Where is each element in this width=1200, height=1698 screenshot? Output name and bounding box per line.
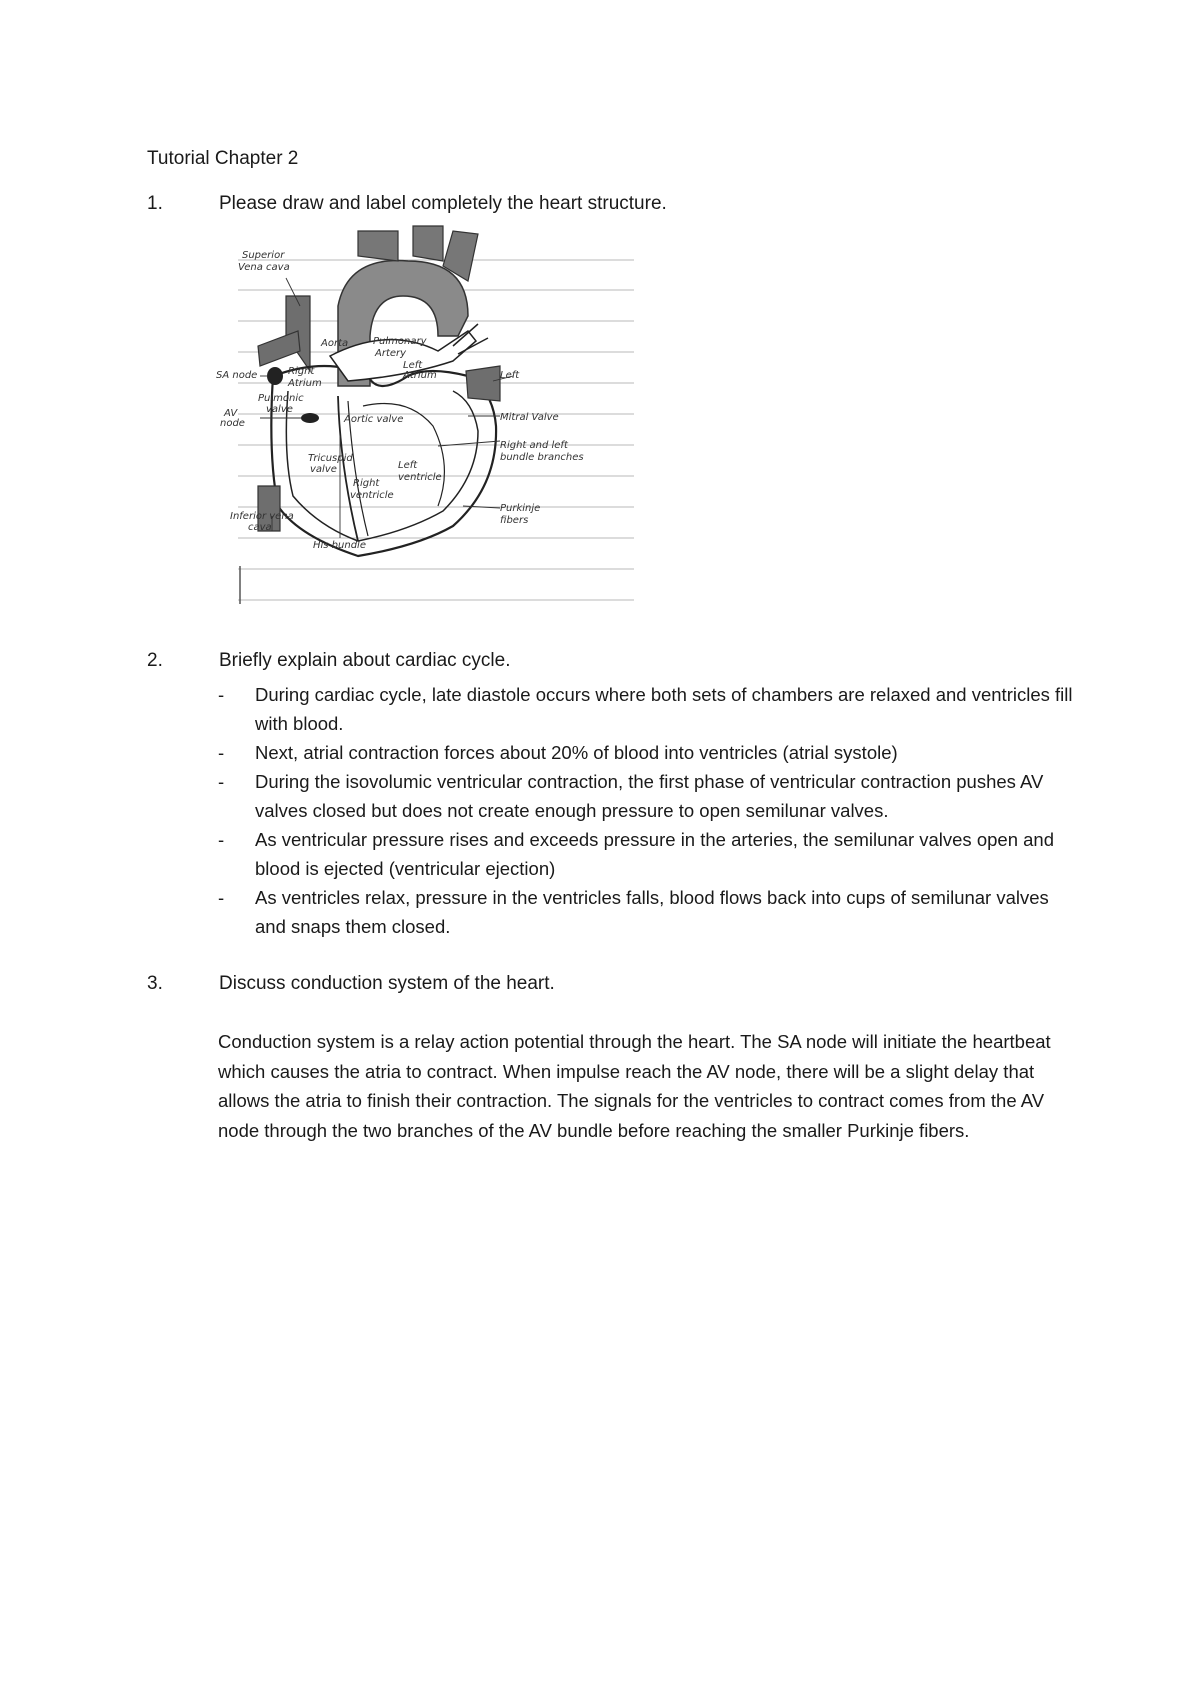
label-pulmonary: Pulmonary [373,336,427,347]
label-left-atrium: Left [403,360,423,371]
label-inferior-vena: Inferior vena [230,511,294,522]
list-item [218,738,1078,767]
label-atrium: Atrium [288,378,322,389]
cardiac-cycle-list [218,680,1078,941]
document-title: Tutorial Chapter 2 [147,148,299,169]
question-text: Please draw and label completely the heart structure. [219,193,667,214]
label-av-node: node [220,418,245,429]
label-left-atrium-2: Atrium [403,370,437,381]
heart-drawing [216,226,638,604]
label-mitral-valve: Mitral Valve [500,412,559,423]
label-left: Left [500,370,520,381]
label-purkinje: Purkinje [500,503,541,514]
list-item-text: As ventricles relax, pressure in the ventricles falls, blood flows back into cups of semilunar valves and snaps them closed. [255,887,1049,937]
label-sa-node: SA node [216,370,258,381]
label-av: AV [224,408,238,419]
list-dash: - [218,684,225,705]
label-tricuspid: Tricuspid [308,453,353,464]
question-2 [147,650,1067,672]
question-number: 3. [147,973,163,994]
list-item [218,825,1078,883]
question-3 [147,973,1067,995]
label-pulmonic: Pulmonic [258,393,304,404]
label-left-ventricle: Left [398,460,418,471]
label-superior: Superior [242,250,285,261]
question-text: Discuss conduction system of the heart. [219,973,555,994]
list-item [218,767,1078,825]
list-item-text: As ventricular pressure rises and exceeds pressure in the arteries, the semilunar valves open and blood is ejected (ventricular ejection) [255,829,1054,879]
sa-node-shape [267,367,283,385]
list-item [218,883,1078,941]
label-aorta: Aorta [321,338,349,349]
conduction-answer: Conduction system is a relay action potential through the heart. The SA node will initiate the heartbeat which causes the atria to contract. When impulse reach the AV node, there will be a slight delay that allows the atria to finish their contraction. The signals for the ventricles to contract comes from the AV node through the two branches of the AV bundle before reaching the smaller Purkinje fibers. [218,1031,1051,1141]
label-right: Right [288,366,315,377]
label-pulmonic-valve: valve [266,404,293,415]
label-left-ventricle-2: ventricle [398,472,442,483]
av-node-shape [301,413,319,423]
heart-outline [271,366,496,556]
label-aortic-valve: Aortic valve [344,414,404,425]
question-number: 2. [147,650,163,671]
label-his-bundle: His bundle [313,540,366,551]
list-dash: - [218,742,225,763]
list-dash: - [218,829,225,850]
list-item-text: During cardiac cycle, late diastole occurs where both sets of chambers are relaxed and ventricles fill with blood. [255,684,1073,734]
list-item-text: During the isovolumic ventricular contraction, the first phase of ventricular contraction pushes AV valves closed but does not create enough pressure to open semilunar valves. [255,771,1044,821]
question-text: Briefly explain about cardiac cycle. [219,650,511,671]
label-tricuspid-valve: valve [310,464,337,475]
label-fibers: fibers [500,515,529,526]
heart-diagram [216,226,638,604]
list-dash: - [218,887,225,908]
question-1 [147,193,1067,215]
label-artery: Artery [375,348,407,359]
label-vena-cava: Vena cava [238,262,290,273]
list-dash: - [218,771,225,792]
list-item-text: Next, atrial contraction forces about 20% of blood into ventricles (atrial systole) [255,742,898,763]
label-right-and-left: Right and left [500,440,568,451]
question-number: 1. [147,193,163,214]
label-cava: cava [248,522,272,533]
label-bundle-branches: bundle branches [500,452,584,463]
label-right-ventricle-2: ventricle [350,490,394,501]
label-right-ventricle: Right [353,478,380,489]
list-item [218,680,1078,738]
